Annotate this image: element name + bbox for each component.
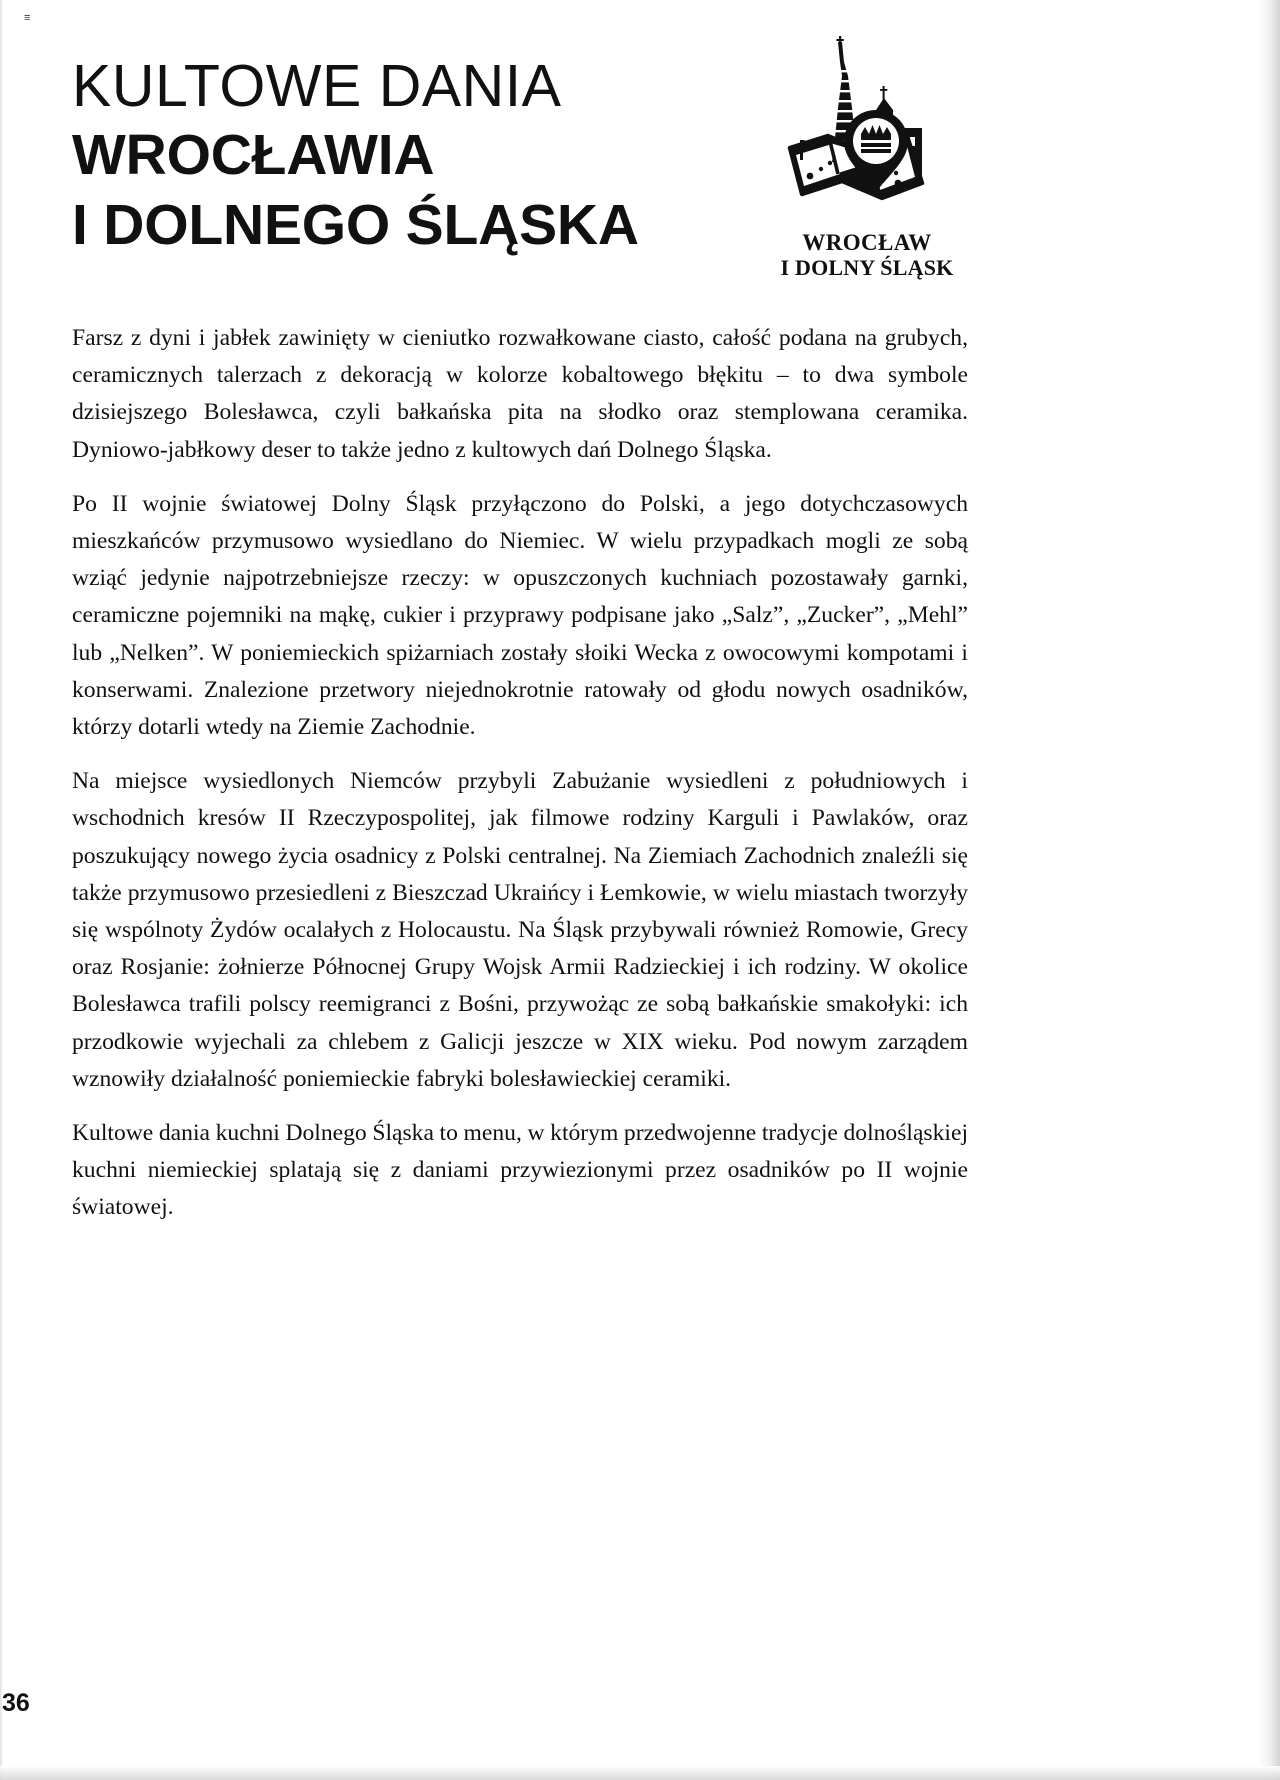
page-edge-left — [0, 0, 3, 1780]
title-line-2: WROCŁAWIA — [72, 123, 435, 187]
paragraph-4: Kultowe dania kuchni Dolnego Śląska to menu, w którym przedwojenne tradycje dolnośląskiej kuchni niemieckiej splatają się z daniami przywiezionymi przez osadników po II wojnie światowej. — [72, 1120, 968, 1221]
brand-logo — [762, 36, 972, 280]
title-line-1: KULTOWE DANIA — [72, 53, 562, 119]
page-title — [72, 52, 772, 260]
paragraph-1: Farsz z dyni i jabłek zawinięty w cieniutko rozwałkowane ciasto, całość podana na grubych, ceramicznych talerzach z dekoracją w kolorze kobaltowego błękitu – to dwa symbole dzisiejszego Bolesławca, czyli bałkańska pita na słodko oraz stemplowana ceramika. Dyniowo-jabłkowy deser to także jedno z kultowych dań Dolnego Śląska. — [72, 325, 968, 463]
corner-mark-icon: ≡ — [24, 12, 31, 24]
page-edge-right — [1258, 0, 1280, 1780]
brand-logo-line-1: WROCŁAW — [802, 230, 932, 255]
page-header — [72, 52, 1208, 282]
article-body — [72, 320, 968, 1227]
paragraph-3: Na miejsce wysiedlonych Niemców przybyli Zabużanie wysiedleni z południowych i wschodnich kresów II Rzeczypospolitej, jak filmowe rodziny Karguli i Pawlaków, oraz poszukujący nowego życia osadnicy z Polski centralnej. Na Ziemiach Zachodnich znaleźli się także przymusowo przesiedleni z Bieszczad Ukraińcy i Łemkowie, w wielu miastach tworzyły się wspólnoty Żydów ocalałych z Holocaustu. Na Śląsk przybywali również Romowie, Grecy oraz Rosjanie: żołnierze Północnej Grupy Wojsk Armii Radzieckiej i ich rodziny. W okolice Bolesławca trafili polscy reemigranci z Bośni, przywożąc ze sobą bałkańskie smakołyki: ich przodkowie wyjechali za chlebem z Galicji jeszcze w XIX wieku. Pod nowym zarządem wznowiły działalność poniemieckie fabryki bolesławieckiej ceramiki. — [72, 768, 968, 1092]
title-line-3: I DOLNEGO ŚLĄSKA — [72, 193, 639, 257]
wroclaw-map-pin-spire-logo-icon — [772, 36, 962, 236]
brand-logo-line-2: I DOLNY ŚLĄSK — [780, 255, 954, 280]
page-number: 36 — [2, 1689, 30, 1717]
brand-logo-text — [762, 230, 972, 280]
paragraph-2: Po II wojnie światowej Dolny Śląsk przyłączono do Polski, a jego dotychczasowych mieszkańców przymusowo wysiedlano do Niemiec. W wielu przypadkach mogli ze sobą wziąć jedynie najpotrzebniejsze rzeczy: w opuszczonych kuchniach pozostawały garnki, ceramiczne pojemniki na mąkę, cukier i przyprawy podpisane jako „Salz”, „Zucker”, „Mehl” lub „Nelken”. W poniemieckich spiżarniach zostały słoiki Wecka z owocowymi kompotami i konserwami. Znalezione przetwory niejednokrotnie ratowały od głodu nowych osadników, którzy dotarli wtedy na Ziemie Zachodnie. — [72, 490, 968, 741]
page-edge-bottom — [0, 1766, 1280, 1780]
